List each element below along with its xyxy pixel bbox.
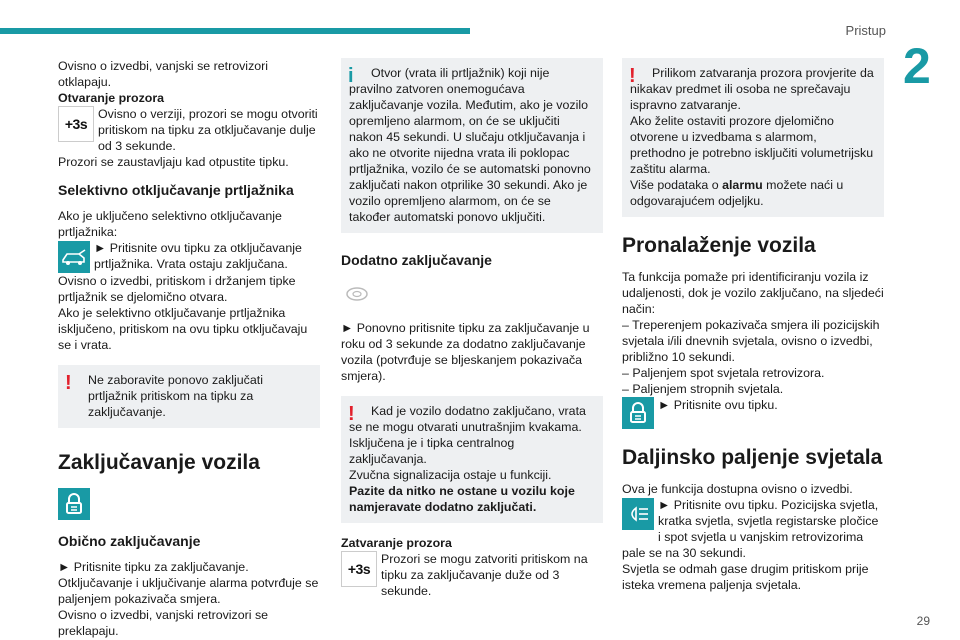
column-3 <box>622 58 884 593</box>
lights-availability: Ova je funkcija dostupna ovisno o izvedbi. <box>622 482 853 496</box>
paragraph: Ovisno o izvedbi, vanjski se retrovizori otklapaju. <box>58 59 269 89</box>
locate-list-item-3: – Paljenjem stropnih svjetala. <box>622 382 784 396</box>
windows-open-title: Otvaranje prozora <box>58 91 165 105</box>
simple-paragraph-3: Ovisno o izvedbi, vanjski retrovizori se preklapaju. <box>58 608 269 638</box>
windows-close-block <box>341 551 603 599</box>
trunk-step-block <box>58 240 320 273</box>
alarm-keyword: alarmu <box>722 178 763 192</box>
lock-icon <box>58 488 90 520</box>
simple-step: ► Pritisnite tipku za zaključavanje. <box>58 560 249 574</box>
headlights-icon <box>622 498 654 530</box>
windows-close-text: Prozori se mogu zatvoriti pritiskom na tipku za zaključavanje duže od 3 sekunde. <box>381 552 588 598</box>
locate-list-item-1: – Treperenjem pokazivača smjera ili pozicijskih svjetala i/ili dnevnih svjetala, ovisno o izvedbi, približno 10 sekundi. <box>622 318 880 364</box>
heading-trunk-unlock: Selektivno otključavanje prtljažnika <box>58 182 294 198</box>
trunk-step-text: ► Pritisnite ovu tipku za otključavanje prtljažnika. Vrata ostaju zaključana. <box>94 241 302 271</box>
heading-vehicle-locating: Pronalaženje vozila <box>622 234 816 257</box>
warning-box <box>622 58 884 217</box>
deadlock-text: ► Ponovno pritisnite tipku za zaključavanje u roku od 3 sekunde za dodatno zaključavanje vozila (potvrđuje se bljeskanjem pokazivača smjera). <box>341 321 590 383</box>
simple-paragraph-2: Otključavanje i uključivanje alarma potvrđuje se paljenjem pokazivača smjera. <box>58 576 319 606</box>
locate-step-text: ► Pritisnite ovu tipku. <box>658 398 778 412</box>
warning-box <box>58 365 320 428</box>
warning-icon: ! <box>629 65 636 87</box>
heading-deadlocking: Dodatno zaključavanje <box>341 252 492 268</box>
heading-remote-lighting: Daljinsko paljenje svjetala <box>622 446 883 469</box>
locate-list-item-2: – Paljenjem spot svjetala retrovizora. <box>622 366 825 380</box>
trunk-open-icon <box>58 241 90 273</box>
section-name: Pristup <box>845 23 886 38</box>
page-number: 29 <box>916 614 930 628</box>
windows-open-block <box>58 106 320 154</box>
info-box <box>341 58 603 233</box>
locate-text: Ta funkcija pomaže pri identificiranju vozila iz udaljenosti, dok je vozilo zaključano, na sljedeći način: <box>622 270 884 316</box>
locate-step <box>622 397 884 429</box>
info-text: Otvor (vrata ili prtljažnik) koji nije pravilno zatvoren onemogućava zaključavanje vozila. Međutim, ako je vozilo opremljeno alarmom, on će se uključiti nakon 45 sekundi. U slučaju otključavanja i ako ne otvorite nijedna vrata ili poklopac prtljažnika, vozilo će se automatski ponovno zaključati nakon otprilike 30 sekundi. Ako je vozilo opremljeno alarmom, on će se također automatski ponovo uključiti. <box>349 66 591 224</box>
column-2 <box>341 58 603 599</box>
warning-icon: ! <box>65 372 72 394</box>
heading-simple-locking: Obično zaključavanje <box>58 533 201 549</box>
trunk-intro: Ako je uključeno selektivno otključavanje prtljažnika: <box>58 209 282 239</box>
info-icon: i <box>348 65 354 87</box>
warning-box <box>341 396 603 523</box>
warning-text-c: Više podataka o alarmu možete naći u odgovarajućem odjeljku. <box>630 178 844 208</box>
steering-wheel-icon <box>341 278 373 310</box>
lights-step-block <box>622 497 884 561</box>
warning-text: Ne zaboravite ponovo zaključati prtljažnik pritiskom na tipku za zaključavanje. <box>88 373 263 419</box>
header-accent-bar <box>0 28 470 34</box>
warning-text-c: Pazite da nitko ne ostane u vozilu koje namjeravate dodatno zaključati. <box>349 484 575 514</box>
trunk-paragraph-2: Ovisno o izvedbi, pritiskom i držanjem tipke prtljažnik se djelomično otvara. <box>58 274 296 304</box>
trunk-paragraph-3: Ako je selektivno otključavanje prtljažnika isključeno, pritiskom na ovu tipku otključavaju se i vrata. <box>58 306 308 352</box>
windows-stop-text: Prozori se zaustavljaju kad otpustite tipku. <box>58 155 289 169</box>
warning-text-a: Prilikom zatvaranja prozora provjerite da nikakav predmet ili osoba ne sprečavaju ispravno zatvaranje. <box>630 66 874 112</box>
warning-text-b: Zvučna signalizacija ostaje u funkciji. <box>349 468 552 482</box>
lights-paragraph-2: Svjetla se odmah gase drugim pritiskom prije isteka vremena paljenja svjetala. <box>622 562 869 592</box>
chapter-number: 2 <box>903 38 931 94</box>
warning-text-b: Ako želite ostaviti prozore djelomično otvorene u izvedbama s alarmom, prethodno je potrebno isključiti volumetrijsku zaštitu alarma. <box>630 114 874 176</box>
windows-open-text: Ovisno o verziji, prozori se mogu otvoriti pritiskom na tipku za otključavanje dulje od 3 sekunde. <box>98 107 318 153</box>
warning-icon: ! <box>348 403 355 425</box>
lights-step-text: ► Pritisnite ovu tipku. Pozicijska svjetla, kratka svjetla, svjetla registarske pločice i spot svjetla u vanjskim retrovizorima pale se na 30 sekundi. <box>622 498 879 560</box>
lock-icon <box>622 397 654 429</box>
heading-vehicle-locking: Zaključavanje vozila <box>58 451 260 474</box>
plus-3s-icon: +3s <box>341 551 377 587</box>
column-1 <box>58 58 320 639</box>
warning-text-a: Kad je vozilo dodatno zaključano, vrata se ne mogu otvarati unutrašnjim kvakama. Isključena je i tipka centralnog zaključavanja. <box>349 404 586 466</box>
plus-3s-icon: +3s <box>58 106 94 142</box>
windows-close-title: Zatvaranje prozora <box>341 536 452 550</box>
